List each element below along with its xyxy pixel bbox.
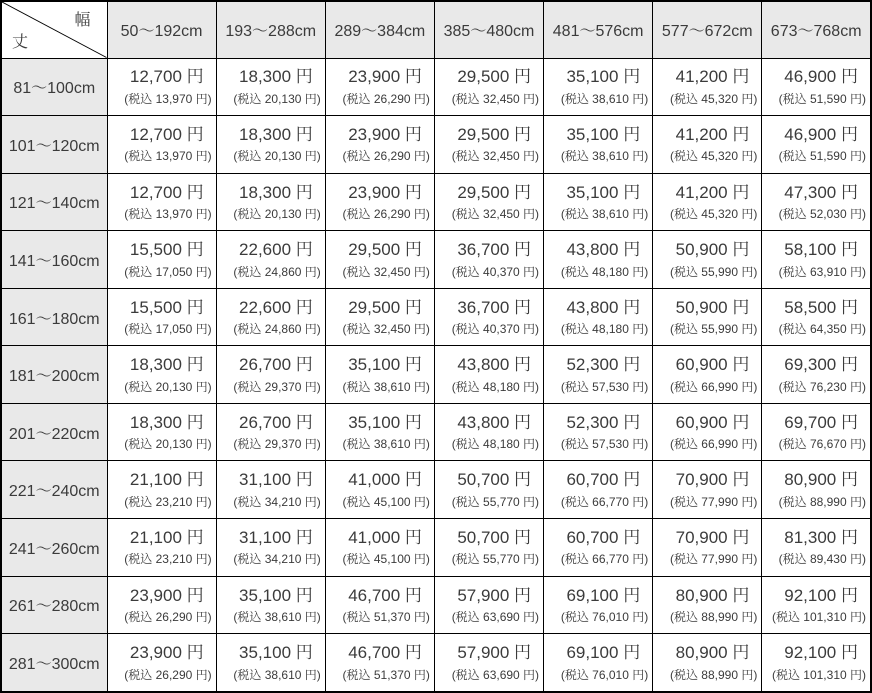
tax-included-value: (税込 32,450 円) — [342, 322, 430, 337]
price-value: 46,700 円 — [348, 643, 422, 663]
price-value: 31,100 円 — [239, 527, 313, 547]
tax-included-value: (税込 26,290 円) — [124, 667, 212, 682]
price-cell — [544, 461, 653, 519]
price-value: 41,000 円 — [348, 470, 422, 490]
column-header-0: 50〜192cm — [107, 1, 216, 58]
price-value: 21,100 円 — [129, 527, 204, 547]
price-value: 80,900 円 — [675, 643, 750, 663]
price-value: 23,900 円 — [348, 125, 422, 145]
price-value: 35,100 円 — [348, 412, 422, 432]
row-header: 181〜200cm — [1, 346, 107, 404]
price-cell — [434, 231, 543, 289]
tax-included-value: (税込 32,450 円) — [451, 207, 540, 221]
price-cell — [107, 346, 216, 404]
tax-included-value: (税込 76,010 円) — [560, 667, 649, 682]
price-cell — [434, 634, 543, 692]
price-value: 12,700 円 — [129, 125, 204, 145]
price-value: 43,800 円 — [457, 355, 532, 375]
price-value: 80,900 円 — [784, 470, 858, 490]
tax-included-value: (税込 64,350 円) — [778, 322, 866, 337]
price-cell — [216, 346, 325, 404]
price-cell — [434, 576, 543, 634]
price-cell — [216, 116, 325, 174]
tax-included-value: (税込 32,450 円) — [451, 149, 540, 164]
tax-included-value: (税込 88,990 円) — [778, 494, 866, 509]
tax-included-value: (税込 55,990 円) — [669, 264, 758, 279]
price-cell — [434, 58, 543, 116]
tax-included-value: (税込 55,990 円) — [669, 322, 758, 337]
price-cell — [107, 403, 216, 461]
tax-included-value: (税込 38,610 円) — [560, 91, 649, 106]
price-cell — [107, 288, 216, 346]
tax-included-value: (税込 34,210 円) — [233, 552, 321, 567]
price-cell — [325, 346, 434, 404]
table-row-9 — [1, 576, 871, 634]
table-row-4 — [1, 288, 871, 346]
tax-included-value: (税込 48,180 円) — [451, 379, 540, 394]
table-body — [1, 58, 871, 692]
price-cell — [762, 58, 871, 116]
price-value: 15,500 円 — [129, 240, 204, 260]
price-value: 60,900 円 — [675, 355, 750, 375]
table-row-7 — [1, 461, 871, 519]
tax-included-value: (税込 51,590 円) — [778, 149, 866, 164]
tax-included-value: (税込 38,610 円) — [342, 437, 430, 452]
column-header-4: 481〜576cm — [544, 1, 653, 58]
price-value: 60,700 円 — [566, 470, 641, 490]
price-cell — [107, 173, 216, 231]
tax-included-value: (税込 38,610 円) — [342, 379, 430, 394]
price-value: 58,100 円 — [784, 240, 858, 260]
column-header-6: 673〜768cm — [762, 1, 871, 58]
price-cell — [325, 576, 434, 634]
tax-included-value: (税込 26,290 円) — [124, 609, 212, 624]
tax-included-value: (税込 13,970 円) — [124, 207, 212, 221]
tax-included-value: (税込 48,180 円) — [560, 264, 649, 279]
price-value: 70,900 円 — [675, 527, 750, 547]
price-cell — [544, 634, 653, 692]
price-cell — [434, 519, 543, 577]
tax-included-value: (税込 20,130 円) — [233, 149, 321, 164]
price-value: 23,900 円 — [129, 643, 204, 663]
price-cell — [653, 519, 762, 577]
tax-included-value: (税込 63,690 円) — [451, 609, 540, 624]
price-cell — [762, 288, 871, 346]
price-value: 29,500 円 — [348, 297, 422, 317]
price-cell — [434, 116, 543, 174]
tax-included-value: (税込 20,130 円) — [233, 91, 321, 106]
price-value: 15,500 円 — [129, 297, 204, 317]
price-cell — [107, 576, 216, 634]
price-cell — [544, 519, 653, 577]
table-row-1 — [1, 116, 871, 174]
price-value: 46,900 円 — [784, 67, 858, 87]
tax-included-value: (税込 26,290 円) — [342, 91, 430, 106]
price-cell — [107, 116, 216, 174]
price-cell — [653, 288, 762, 346]
price-cell — [434, 403, 543, 461]
tax-included-value: (税込 51,370 円) — [342, 609, 430, 624]
price-value: 26,700 円 — [239, 355, 313, 375]
table-row-10 — [1, 634, 871, 692]
column-header-2: 289〜384cm — [325, 1, 434, 58]
tax-included-value: (税込 77,990 円) — [669, 494, 758, 509]
header-row — [1, 1, 871, 58]
price-value: 92,100 円 — [784, 643, 858, 663]
tax-included-value: (税込 51,590 円) — [778, 91, 866, 106]
tax-included-value: (税込 17,050 円) — [124, 322, 212, 337]
price-value: 18,300 円 — [239, 67, 313, 87]
tax-included-value: (税込 29,370 円) — [233, 379, 321, 394]
row-header: 221〜240cm — [1, 461, 107, 519]
price-cell — [653, 58, 762, 116]
price-cell — [653, 173, 762, 231]
tax-included-value: (税込 88,990 円) — [669, 609, 758, 624]
table-row-5 — [1, 346, 871, 404]
price-value: 29,500 円 — [457, 182, 532, 202]
price-value: 41,200 円 — [675, 67, 750, 87]
tax-included-value: (税込 55,770 円) — [451, 494, 540, 509]
price-value: 69,100 円 — [566, 585, 641, 605]
price-value: 12,700 円 — [129, 67, 204, 87]
price-cell — [544, 116, 653, 174]
table-row-0 — [1, 58, 871, 116]
price-value: 35,100 円 — [348, 355, 422, 375]
tax-included-value: (税込 63,910 円) — [778, 264, 866, 279]
price-cell — [653, 403, 762, 461]
price-value: 50,900 円 — [675, 240, 750, 260]
tax-included-value: (税込 51,370 円) — [342, 667, 430, 682]
price-value: 35,100 円 — [239, 585, 313, 605]
tax-included-value: (税込 66,770 円) — [560, 494, 649, 509]
tax-included-value: (税込 101,310 円) — [771, 667, 866, 682]
price-value: 35,100 円 — [566, 182, 641, 202]
tax-included-value: (税込 88,990 円) — [669, 667, 758, 682]
price-cell — [434, 346, 543, 404]
price-value: 23,900 円 — [348, 182, 422, 202]
tax-included-value: (税込 45,320 円) — [669, 207, 758, 221]
row-header: 101〜120cm — [1, 116, 107, 174]
price-cell — [434, 461, 543, 519]
price-cell — [762, 403, 871, 461]
table-row-2 — [1, 173, 871, 231]
price-cell — [434, 173, 543, 231]
price-cell — [325, 116, 434, 174]
price-cell — [544, 346, 653, 404]
price-cell — [762, 231, 871, 289]
width-axis-label: 幅 — [74, 12, 91, 29]
column-header-3: 385〜480cm — [434, 1, 543, 58]
price-value: 22,600 円 — [239, 297, 313, 317]
row-header: 161〜180cm — [1, 288, 107, 346]
price-value: 57,900 円 — [457, 643, 532, 663]
price-cell — [216, 231, 325, 289]
tax-included-value: (税込 32,450 円) — [342, 264, 430, 279]
price-value: 69,100 円 — [566, 643, 641, 663]
price-value: 21,100 円 — [129, 470, 204, 490]
price-cell — [653, 231, 762, 289]
price-cell — [653, 576, 762, 634]
tax-included-value: (税込 32,450 円) — [451, 91, 540, 106]
height-axis-label: 丈 — [12, 33, 29, 51]
tax-included-value: (税込 45,100 円) — [342, 494, 430, 509]
tax-included-value: (税込 38,610 円) — [233, 667, 321, 682]
price-cell — [107, 461, 216, 519]
price-value: 50,700 円 — [457, 470, 532, 490]
tax-included-value: (税込 48,180 円) — [560, 322, 649, 337]
price-cell — [216, 403, 325, 461]
tax-included-value: (税込 66,990 円) — [669, 437, 758, 452]
tax-included-value: (税込 76,670 円) — [778, 437, 866, 452]
price-value: 81,300 円 — [784, 527, 858, 547]
price-cell — [325, 461, 434, 519]
tax-included-value: (税込 38,610 円) — [560, 149, 649, 164]
price-value: 80,900 円 — [675, 585, 750, 605]
tax-included-value: (税込 20,130 円) — [233, 207, 321, 221]
tax-included-value: (税込 38,610 円) — [560, 207, 649, 221]
column-header-5: 577〜672cm — [653, 1, 762, 58]
price-value: 41,200 円 — [675, 182, 750, 202]
row-header: 261〜280cm — [1, 576, 107, 634]
price-value: 18,300 円 — [239, 125, 313, 145]
price-value: 43,800 円 — [457, 412, 532, 432]
price-cell — [325, 231, 434, 289]
price-value: 41,000 円 — [348, 527, 422, 547]
price-value: 52,300 円 — [566, 412, 641, 432]
tax-included-value: (税込 13,970 円) — [124, 91, 212, 106]
price-value: 69,300 円 — [784, 355, 858, 375]
price-value: 43,800 円 — [566, 240, 641, 260]
price-value: 35,100 円 — [566, 125, 641, 145]
tax-included-value: (税込 55,770 円) — [451, 552, 540, 567]
price-value: 69,700 円 — [784, 412, 858, 432]
tax-included-value: (税込 45,320 円) — [669, 149, 758, 164]
tax-included-value: (税込 24,860 円) — [233, 264, 321, 279]
price-value: 18,300 円 — [129, 355, 204, 375]
price-cell — [216, 288, 325, 346]
price-value: 41,200 円 — [675, 125, 750, 145]
tax-included-value: (税込 77,990 円) — [669, 552, 758, 567]
tax-included-value: (税込 29,370 円) — [233, 437, 321, 452]
tax-included-value: (税込 48,180 円) — [451, 437, 540, 452]
column-header-1: 193〜288cm — [216, 1, 325, 58]
price-value: 22,600 円 — [239, 240, 313, 260]
price-value: 57,900 円 — [457, 585, 532, 605]
price-cell — [544, 288, 653, 346]
price-value: 23,900 円 — [129, 585, 204, 605]
price-cell — [544, 576, 653, 634]
tax-included-value: (税込 66,990 円) — [669, 379, 758, 394]
tax-included-value: (税込 38,610 円) — [233, 609, 321, 624]
corner-cell — [1, 1, 107, 58]
price-value: 70,900 円 — [675, 470, 750, 490]
price-cell — [216, 576, 325, 634]
price-value: 31,100 円 — [239, 470, 313, 490]
price-value: 35,100 円 — [566, 67, 641, 87]
price-value: 35,100 円 — [239, 643, 313, 663]
price-cell — [653, 116, 762, 174]
price-value: 36,700 円 — [457, 240, 532, 260]
tax-included-value: (税込 13,970 円) — [124, 149, 212, 164]
tax-included-value: (税込 17,050 円) — [124, 264, 212, 279]
price-cell — [107, 519, 216, 577]
tax-included-value: (税込 76,230 円) — [778, 379, 866, 394]
table-row-6 — [1, 403, 871, 461]
tax-included-value: (税込 23,210 円) — [124, 494, 212, 509]
price-cell — [434, 288, 543, 346]
price-value: 43,800 円 — [566, 297, 641, 317]
tax-included-value: (税込 66,770 円) — [560, 552, 649, 567]
price-cell — [216, 173, 325, 231]
price-cell — [544, 403, 653, 461]
price-cell — [653, 346, 762, 404]
row-header: 81〜100cm — [1, 58, 107, 116]
price-cell — [216, 461, 325, 519]
price-cell — [325, 288, 434, 346]
price-value: 47,300 円 — [784, 182, 858, 202]
price-cell — [544, 231, 653, 289]
price-cell — [325, 403, 434, 461]
tax-included-value: (税込 45,100 円) — [342, 552, 430, 567]
price-cell — [762, 634, 871, 692]
table-row-8 — [1, 519, 871, 577]
table-row-3 — [1, 231, 871, 289]
price-value: 46,900 円 — [784, 125, 858, 145]
price-cell — [107, 58, 216, 116]
tax-included-value: (税込 45,320 円) — [669, 91, 758, 106]
price-cell — [544, 58, 653, 116]
price-cell — [762, 346, 871, 404]
price-value: 50,700 円 — [457, 527, 532, 547]
price-cell — [653, 461, 762, 519]
price-cell — [762, 576, 871, 634]
price-value: 60,900 円 — [675, 412, 750, 432]
price-value: 29,500 円 — [457, 125, 532, 145]
tax-included-value: (税込 76,010 円) — [560, 609, 649, 624]
price-cell — [216, 634, 325, 692]
tax-included-value: (税込 20,130 円) — [124, 437, 212, 452]
price-value: 18,300 円 — [129, 412, 204, 432]
tax-included-value: (税込 52,030 円) — [778, 207, 866, 221]
tax-included-value: (税込 24,860 円) — [233, 322, 321, 337]
tax-included-value: (税込 57,530 円) — [560, 437, 649, 452]
price-value: 29,500 円 — [457, 67, 532, 87]
price-cell — [762, 461, 871, 519]
price-value: 36,700 円 — [457, 297, 532, 317]
tax-included-value: (税込 63,690 円) — [451, 667, 540, 682]
price-cell — [216, 58, 325, 116]
price-value: 52,300 円 — [566, 355, 641, 375]
tax-included-value: (税込 40,370 円) — [451, 264, 540, 279]
price-cell — [325, 634, 434, 692]
tax-included-value: (税込 26,290 円) — [342, 207, 430, 221]
tax-included-value: (税込 101,310 円) — [771, 609, 866, 624]
price-cell — [653, 634, 762, 692]
tax-included-value: (税込 23,210 円) — [124, 552, 212, 567]
price-value: 18,300 円 — [239, 182, 313, 202]
price-value: 23,900 円 — [348, 67, 422, 87]
tax-included-value: (税込 34,210 円) — [233, 494, 321, 509]
price-cell — [325, 519, 434, 577]
price-cell — [107, 634, 216, 692]
price-cell — [325, 58, 434, 116]
price-value: 60,700 円 — [566, 527, 641, 547]
row-header: 141〜160cm — [1, 231, 107, 289]
price-cell — [325, 173, 434, 231]
tax-included-value: (税込 20,130 円) — [124, 379, 212, 394]
tax-included-value: (税込 40,370 円) — [451, 322, 540, 337]
price-cell — [762, 116, 871, 174]
row-header: 201〜220cm — [1, 403, 107, 461]
row-header: 121〜140cm — [1, 173, 107, 231]
price-cell — [544, 173, 653, 231]
price-cell — [216, 519, 325, 577]
price-value: 46,700 円 — [348, 585, 422, 605]
price-cell — [107, 231, 216, 289]
price-value: 92,100 円 — [784, 585, 858, 605]
tax-included-value: (税込 57,530 円) — [560, 379, 649, 394]
price-cell — [762, 519, 871, 577]
price-value: 58,500 円 — [784, 297, 858, 317]
tax-included-value: (税込 89,430 円) — [778, 552, 866, 567]
row-header: 281〜300cm — [1, 634, 107, 692]
price-value: 12,700 円 — [129, 182, 204, 202]
price-value: 26,700 円 — [239, 412, 313, 432]
tax-included-value: (税込 26,290 円) — [342, 149, 430, 164]
price-cell — [762, 173, 871, 231]
row-header: 241〜260cm — [1, 519, 107, 577]
price-value: 29,500 円 — [348, 240, 422, 260]
price-value: 50,900 円 — [675, 297, 750, 317]
